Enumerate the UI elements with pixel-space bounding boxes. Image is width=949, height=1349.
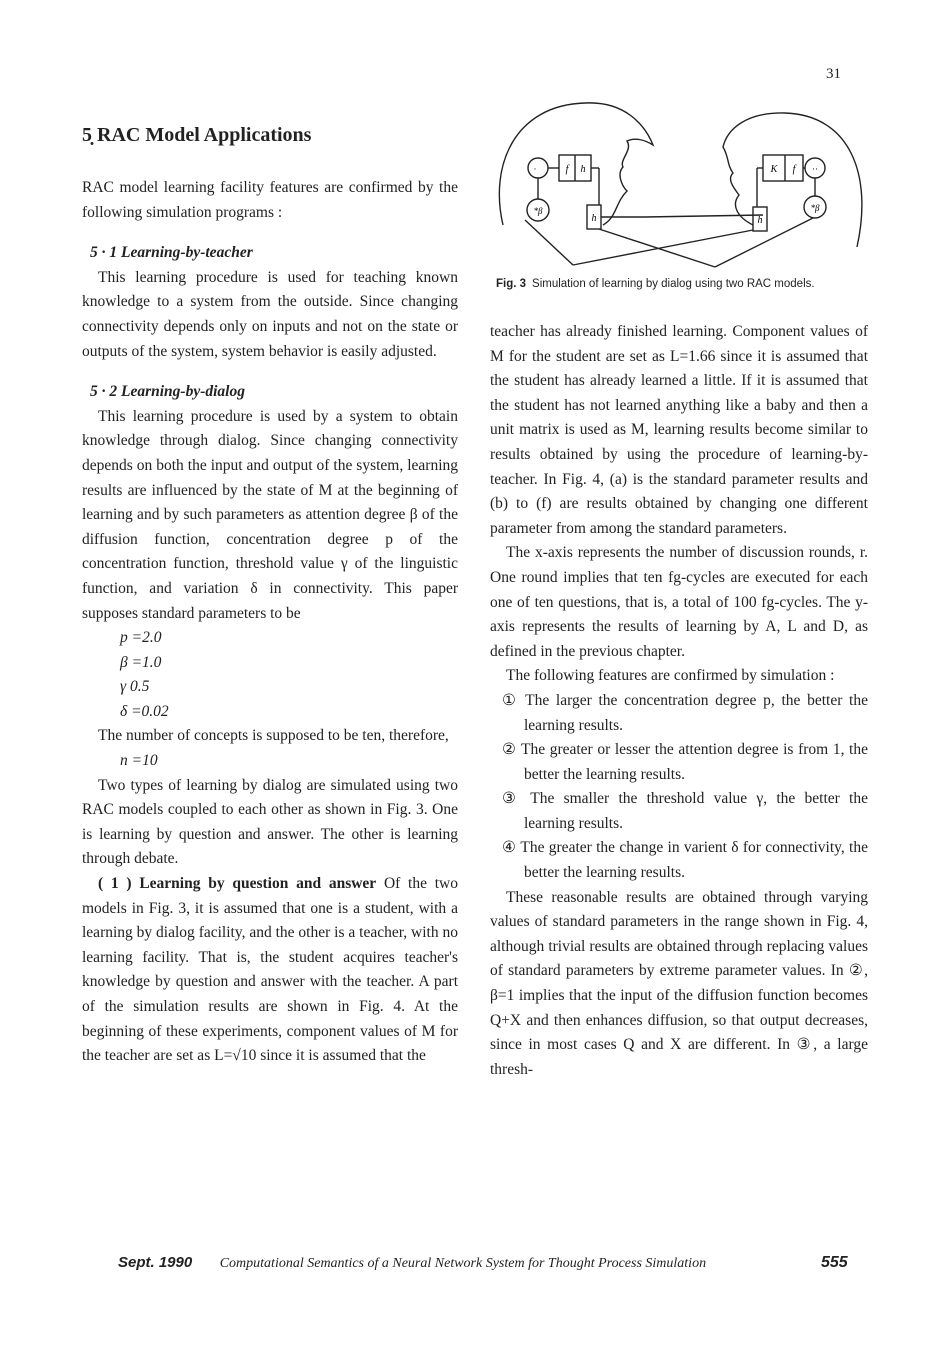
paragraph-teacher-finished: teacher has already finished learning. Component values of M for the student are set as L=1.66 since it is assumed that the student has already learned a little. If it is assumed that the student has not learned anything like a baby and then a unit matrix is used as M, learning results become similar to results obtained by using the procedure of learning-by-teacher. In Fig. 4, (a) is the standard parameter results and (b) to (f) are results obtained by changing one different parameter from among the standard parameters.	[490, 323, 868, 537]
figure-3-diagram	[495, 95, 865, 275]
footer-page-number: 555	[821, 1254, 848, 1271]
fig-h-label-left: h	[580, 164, 586, 175]
fig-dot-label: ·	[533, 164, 537, 174]
paragraph-learning-by-teacher: This learning procedure is used for teaching known knowledge to a system from the outside. Since changing connectivity depends only on inputs and not on the state or outputs of the system, system behavior is easily adjusted.	[82, 268, 458, 360]
paragraph-concepts: The number of concepts is supposed to be ten, therefore,	[98, 727, 449, 745]
paragraph-reasonable-results: These reasonable results are obtained through varying values of standard parameters in the range shown in Fig. 4, although trivial results are obtained through replacing values of standard parameters by extreme parameter values. In ②, β=1 implies that the input of the diffusion function becomes Q+X and then enhances diffusion, so that output decreases, since in most cases Q and X are different. In ③, a large thresh-	[490, 888, 868, 1078]
page-footer	[118, 1254, 858, 1272]
fig-beta-label-left: *β	[533, 206, 543, 216]
fig-beta-label-right: *β	[810, 203, 820, 213]
right-column	[490, 320, 868, 1082]
question-answer-text: Of the two models in Fig. 3, it is assumed that one is a student, with a learning by dialog facility, and the other is a teacher, with no learning facility. That is, the student acquires teacher's knowledge by question and answer with the teacher. A part of the simulation results are shown in Fig. 4. At the beginning of these experiments, component values of M for the teacher are set as L=√10 since it is assumed that the	[82, 875, 458, 1065]
paragraph-learning-by-dialog: This learning procedure is used by a system to obtain knowledge through dialog. Since changing connectivity depends on both the input and output of the system, learning results are influenced by the state of M at the beginning of learning and by such parameters as attention degree β of the diffusion function, concentration degree p of the concentration function, threshold value γ of the linguistic function, and variation δ in connectivity. This paper supposes standard parameters to be	[82, 407, 458, 622]
footer-date: Sept. 1990	[118, 1254, 193, 1271]
equation-beta: β =1.0	[120, 653, 162, 671]
caption-text: Simulation of learning by dialog using two RAC models.	[532, 278, 815, 290]
feature-item-2: ② The greater or lesser the attention degree is from 1, the better the learning results.	[502, 741, 868, 783]
left-column	[82, 120, 458, 1069]
equation-n: n =10	[120, 752, 158, 770]
fig-k-label-right: K	[770, 164, 778, 175]
feature-item-3: ③ The smaller the threshold value γ, the better the learning results.	[502, 790, 868, 832]
caption-label: Fig. 3	[496, 278, 527, 290]
paragraph-two-types: Two types of learning by dialog are simulated using two RAC models coupled to each other as shown in Fig. 3. One is learning by question and answer. The other is learning through debate.	[82, 776, 458, 868]
equation-gamma: γ 0.5	[120, 678, 150, 696]
paragraph-features-intro: The following features are confirmed by simulation :	[506, 667, 835, 685]
paragraph-question-answer	[82, 872, 458, 1069]
question-answer-lead: ( 1 ) Learning by question and answer	[98, 875, 377, 893]
fig-hbox-label-right: h	[757, 215, 763, 226]
subsection-learning-by-dialog: 5 · 2 Learning-by-dialog	[90, 383, 245, 401]
fig-dots-label: ··	[812, 164, 818, 174]
equation-p: p =2.0	[120, 629, 162, 647]
fig-f-label-right: f	[792, 164, 796, 175]
paragraph-axes: The x-axis represents the number of discussion rounds, r. One round implies that ten fg-cycles are executed for each one of ten questions, that is, a total of 100 fg-cycles. The y-axis represents the results of learning by A, L and D, as defined in the previous chapter.	[490, 544, 868, 660]
footer-journal-title: Computational Semantics of a Neural Network System for Thought Process Simulation	[219, 1256, 707, 1271]
feature-item-4: ④ The greater the change in varient δ for connectivity, the better the learning results.	[502, 839, 868, 882]
intro-paragraph: RAC model learning facility features are confirmed by the following simulation programs :	[82, 179, 458, 221]
section-title: 5̣ RAC Model Applications	[82, 124, 312, 146]
subsection-learning-by-teacher: 5 · 1 Learning-by-teacher	[90, 244, 253, 262]
fig-hbox-label-left: h	[591, 213, 597, 224]
page-number-top: 31	[826, 66, 841, 82]
feature-item-1: ① The larger the concentration degree p, the better the learning results.	[502, 691, 868, 734]
figure-3-caption	[496, 278, 866, 291]
fig-f-label-left: f	[565, 164, 569, 175]
equation-delta: δ =0.02	[120, 702, 169, 720]
